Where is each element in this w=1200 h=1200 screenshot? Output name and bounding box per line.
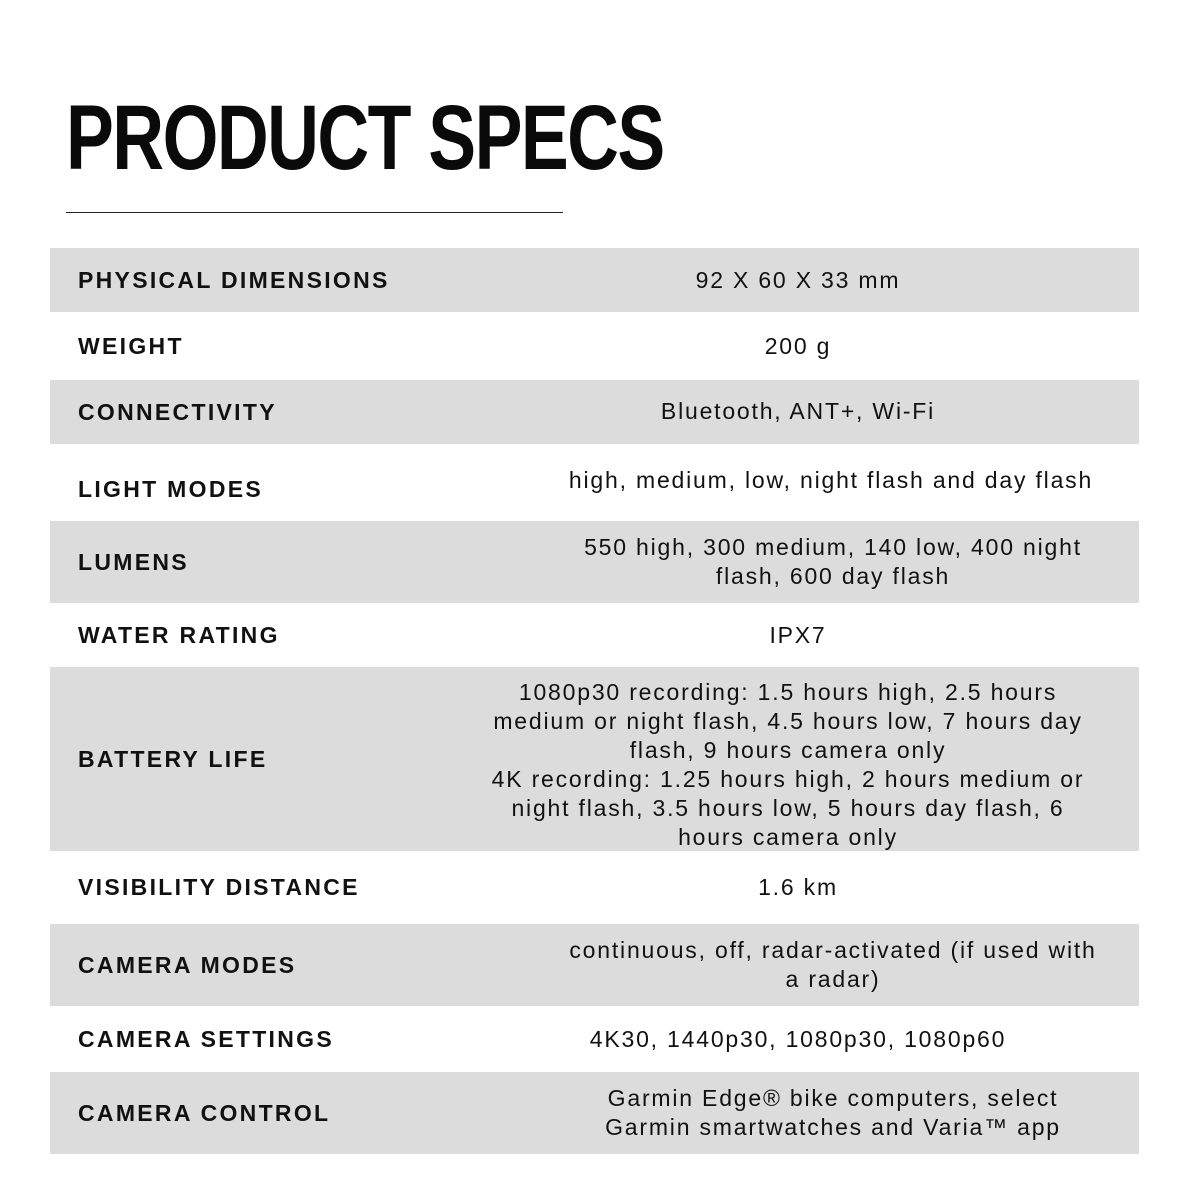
spec-value: Bluetooth, ANT+, Wi-Fi bbox=[660, 397, 936, 424]
spec-value: 1.6 km bbox=[758, 874, 838, 900]
spec-value: Garmin Edge® bike computers, select Garmin smartwatches and Varia™ app bbox=[605, 1085, 1061, 1140]
spec-row-water-rating bbox=[50, 603, 1139, 667]
spec-row-battery-life bbox=[50, 667, 1139, 851]
spec-label: CAMERA CONTROL bbox=[78, 1099, 331, 1126]
spec-row-visibility-distance bbox=[50, 851, 1139, 924]
page-title: PRODUCT SPECS bbox=[66, 87, 664, 189]
spec-row-camera-control bbox=[50, 1072, 1139, 1154]
spec-label: CAMERA SETTINGS bbox=[78, 1025, 334, 1052]
spec-value: 4K30, 1440p30, 1080p30, 1080p60 bbox=[589, 1025, 1007, 1052]
spec-value: continuous, off, radar-activated (if used with a radar) bbox=[569, 937, 1097, 992]
spec-label: BATTERY LIFE bbox=[78, 745, 268, 772]
spec-value: 550 high, 300 medium, 140 low, 400 night flash, 600 day flash bbox=[584, 534, 1082, 589]
spec-row-physical-dimensions bbox=[50, 248, 1139, 312]
title-divider bbox=[66, 212, 563, 213]
spec-value: 1080p30 recording: 1.5 hours high, 2.5 hours medium or night flash, 4.5 hours low, 7 hours day flash, 9 hours camera only 4K recording: 1.25 hours high, 2 hours medium or night flash, 3.5 hours low, 5 hours day flash, 6 hours camera only bbox=[491, 679, 1085, 850]
spec-label: LIGHT MODES bbox=[78, 476, 264, 502]
spec-value: 200 g bbox=[764, 332, 832, 359]
spec-row-light-modes bbox=[50, 444, 1139, 521]
spec-label: LUMENS bbox=[78, 548, 189, 575]
spec-row-camera-settings bbox=[50, 1006, 1139, 1072]
spec-label: VISIBILITY DISTANCE bbox=[78, 874, 360, 900]
spec-label: WEIGHT bbox=[78, 332, 184, 359]
spec-label: PHYSICAL DIMENSIONS bbox=[78, 266, 390, 293]
spec-label: CAMERA MODES bbox=[78, 951, 297, 978]
spec-label: WATER RATING bbox=[78, 621, 280, 648]
spec-row-camera-modes bbox=[50, 924, 1139, 1006]
specs-table bbox=[50, 248, 1139, 1154]
spec-value: 92 X 60 X 33 mm bbox=[695, 266, 901, 293]
spec-value: IPX7 bbox=[769, 621, 827, 648]
spec-row-lumens bbox=[50, 521, 1139, 603]
spec-row-weight bbox=[50, 312, 1139, 380]
spec-value: high, medium, low, night flash and day flash bbox=[568, 467, 1094, 493]
spec-row-connectivity bbox=[50, 380, 1139, 444]
spec-label: CONNECTIVITY bbox=[78, 398, 277, 425]
